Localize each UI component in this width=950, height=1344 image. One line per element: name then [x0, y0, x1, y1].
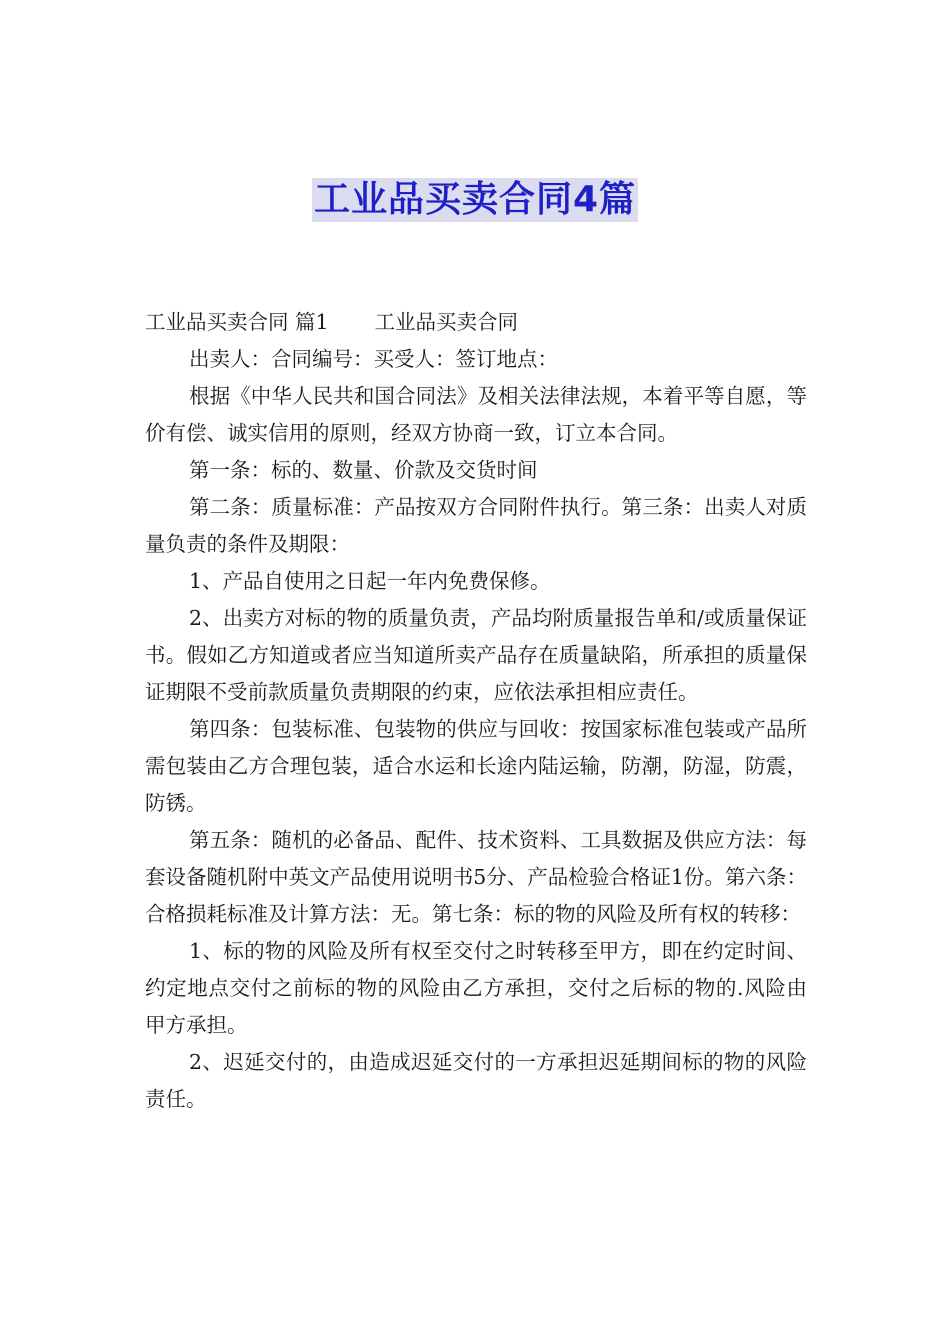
paragraph: 第五条：随机的必备品、配件、技术资料、工具数据及供应方法：每套设备随机附中英文产品使用说明书5分、产品检验合格证1份。第六条：合格损耗标准及计算方法：无。第七条：标的物的风险及所有权的转移： — [145, 828, 807, 926]
section-heading — [145, 304, 807, 341]
paragraph: 1、标的物的风险及所有权至交付之时转移至甲方，即在约定时间、约定地点交付之前标的物的风险由乙方承担，交付之后标的物的.风险由甲方承担。 — [145, 939, 807, 1037]
paragraph: 出卖人：合同编号：买受人：签订地点： — [189, 347, 558, 371]
paragraph: 第一条：标的、数量、价款及交货时间 — [189, 458, 538, 482]
paragraph: 1、产品自使用之日起一年内免费保修。 — [189, 569, 551, 593]
paragraph: 第四条：包装标准、包装物的供应与回收：按国家标准包装或产品所需包装由乙方合理包装，适合水运和长途内陆运输，防潮，防湿，防震，防锈。 — [145, 717, 807, 815]
document-title: 工业品买卖合同4篇 — [313, 179, 637, 220]
section-heading-right: 工业品买卖合同 — [374, 310, 519, 334]
paragraph: 2、迟延交付的，由造成迟延交付的一方承担迟延期间标的物的风险责任。 — [145, 1050, 807, 1111]
document-body — [145, 304, 807, 1118]
paragraph: 2、出卖方对标的物的质量负责，产品均附质量报告单和/或质量保证书。假如乙方知道或者应当知道所卖产品存在质量缺陷，所承担的质量保证期限不受前款质量负责期限的约束，应依法承担相应责任。 — [145, 606, 807, 704]
paragraph: 第二条：质量标准：产品按双方合同附件执行。第三条：出卖人对质量负责的条件及期限： — [145, 495, 807, 556]
title-container — [0, 178, 950, 222]
paragraph: 根据《中华人民共和国合同法》及相关法律法规，本着平等自愿，等价有偿、诚实信用的原则，经双方协商一致，订立本合同。 — [145, 384, 807, 445]
section-heading-left: 工业品买卖合同 篇1 — [145, 310, 329, 334]
